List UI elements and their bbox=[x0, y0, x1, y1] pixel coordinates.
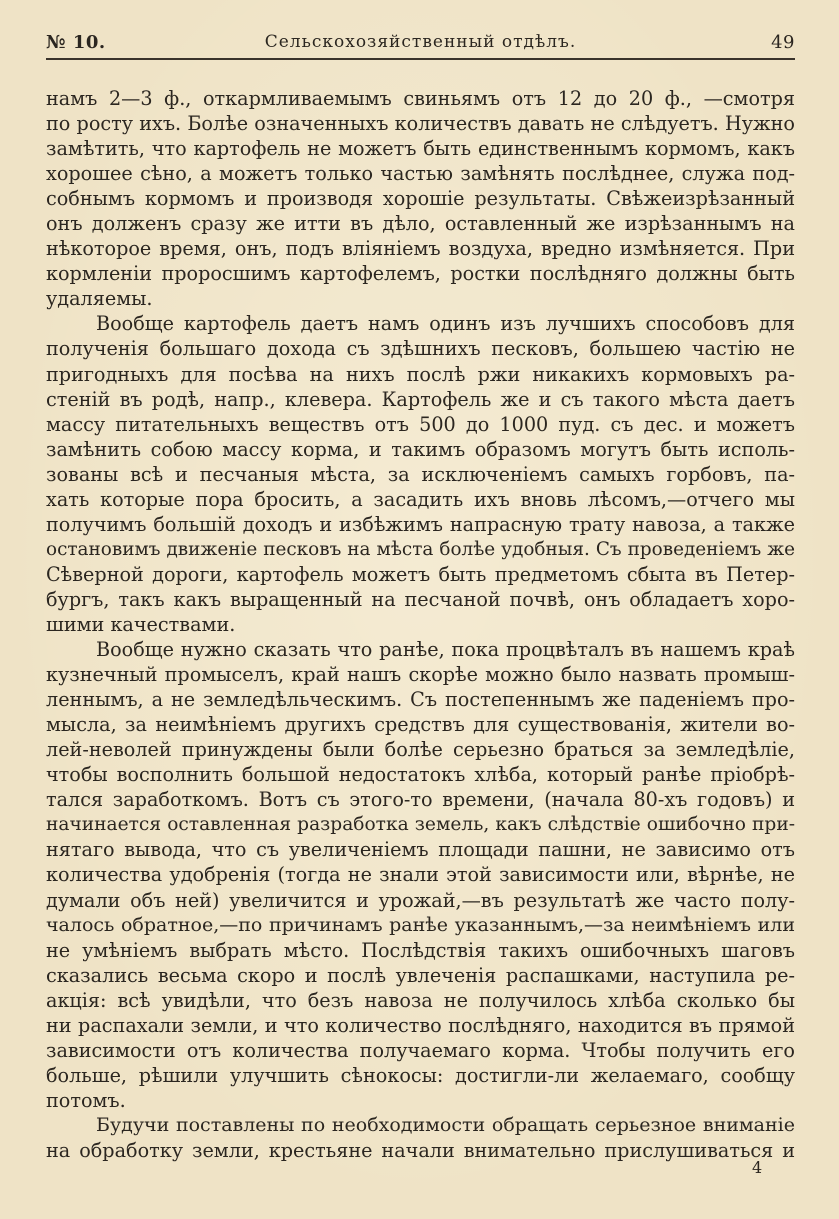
paragraph-start-line: Вообще картофель даетъ намъ одинъ изъ лучшихъ способовъ для bbox=[96, 312, 795, 336]
text-line: стеній въ родѣ, напр., клевера. Картофель же и съ такого мѣста даетъ bbox=[46, 387, 795, 411]
section-title: Сельскохозяйственный отдѣлъ. bbox=[264, 32, 577, 52]
text-line: по росту ихъ. Болѣе означенныхъ количествъ давать не слѣдуетъ. Нужно bbox=[46, 112, 795, 136]
text-line: хать которые пора бросить, а засадить ихъ вновь лѣсомъ,—отчего мы bbox=[46, 487, 795, 511]
text-line: лей-неволей принуждены были болѣе серьезно браться за земледѣліе, bbox=[46, 738, 795, 762]
text-line: удаляемы. bbox=[46, 287, 153, 311]
text-line: начинается оставленная разработка земель, какъ слѣдствіе ошибочно при- bbox=[46, 814, 795, 836]
text-line: количества удобренія (тогда не знали этой зависимости или, вѣрнѣе, не bbox=[46, 863, 795, 887]
paragraph-start-line: Вообще нужно сказать что ранѣе, пока процвѣталъ въ нашемъ краѣ bbox=[96, 638, 795, 662]
text-line: зованы всѣ и песчаныя мѣста, за исключеніемъ самыхъ горбовъ, па- bbox=[46, 462, 795, 486]
text-line: полученія большаго дохода съ здѣшнихъ песковъ, большею частію не bbox=[46, 337, 795, 361]
text-line: зависимости отъ количества получаемаго корма. Чтобы получить его bbox=[46, 1038, 795, 1062]
text-line: нѣкоторое время, онъ, подъ вліяніемъ воздуха, вредно измѣняется. При bbox=[46, 237, 795, 261]
text-line: кузнечный промыселъ, край нашъ скорѣе можно было назвать промыш- bbox=[46, 663, 795, 687]
text-line: акція: всѣ увидѣли, что безъ навоза не получилось хлѣба сколько бы bbox=[46, 988, 795, 1012]
text-line: получимъ большій доходъ и избѣжимъ напрасную трату навоза, а также bbox=[46, 512, 795, 536]
signature-mark: 4 bbox=[752, 1158, 763, 1177]
text-line: замѣтить, что картофель не можетъ быть единственнымъ кормомъ, какъ bbox=[46, 137, 795, 161]
text-line: бургъ, такъ какъ выращенный на песчаной почвѣ, онъ обладаетъ хоро- bbox=[46, 587, 795, 611]
text-line: думали объ ней) увеличится и урожай,—въ результатѣ же часто полу- bbox=[46, 888, 795, 912]
text-line: сказались весьма скоро и послѣ увлеченія распашками, наступила ре- bbox=[46, 963, 795, 987]
text-line: больше, рѣшили улучшить сѣнокосы: достигли-ли желаемаго, сообщу bbox=[46, 1063, 795, 1087]
text-line: онъ долженъ сразу же итти въ дѣло, оставленный же изрѣзаннымъ на bbox=[46, 212, 795, 236]
text-line: кормленіи проросшимъ картофелемъ, ростки послѣдняго должны быть bbox=[46, 262, 795, 286]
body-text bbox=[46, 86, 795, 1163]
text-line: потомъ. bbox=[46, 1088, 126, 1112]
text-line: шими качествами. bbox=[46, 612, 236, 636]
text-line: тался заработкомъ. Вотъ съ этого-то времени, (начала 80-хъ годовъ) и bbox=[46, 788, 795, 812]
running-header bbox=[46, 30, 795, 60]
text-line: мысла, за неимѣніемъ другихъ средствъ для существованія, жители во- bbox=[46, 713, 795, 737]
text-line: массу питательныхъ веществъ отъ 500 до 1000 пуд. съ дес. и можетъ bbox=[46, 412, 795, 436]
text-line: на обработку земли, крестьяне начали внимательно прислушиваться и bbox=[46, 1138, 795, 1162]
text-line: леннымъ, а не земледѣльческимъ. Съ постепеннымъ же паденіемъ про- bbox=[46, 688, 795, 712]
text-line: пригодныхъ для посѣва на нихъ послѣ ржи никакихъ кормовыхъ ра- bbox=[46, 362, 795, 386]
text-line: не умѣніемъ выбрать мѣсто. Послѣдствія такихъ ошибочныхъ шаговъ bbox=[46, 938, 795, 962]
issue-number: № 10. bbox=[46, 32, 106, 53]
text-line: хорошее сѣно, а можетъ только частью замѣнять послѣднее, служа под- bbox=[46, 162, 795, 186]
text-line: замѣнить собою массу корма, и такимъ образомъ могутъ быть исполь- bbox=[46, 437, 795, 461]
text-line: нятаго вывода, что съ увеличеніемъ площади пашни, не зависимо отъ bbox=[46, 838, 795, 862]
text-line: чтобы восполнить большой недостатокъ хлѣба, который ранѣе пріобрѣ- bbox=[46, 763, 795, 787]
text-line: собнымъ кормомъ и производя хорошіе результаты. Свѣжеизрѣзанный bbox=[46, 187, 795, 211]
text-line: Сѣверной дороги, картофель можетъ быть предметомъ сбыта въ Петер- bbox=[46, 562, 795, 586]
header-rule bbox=[46, 58, 795, 60]
paragraph-start-line: Будучи поставлены по необходимости обращать серьезное вниманіе bbox=[96, 1113, 795, 1136]
text-line: ни распахали земли, и что количество послѣдняго, находится въ прямой bbox=[46, 1013, 795, 1037]
text-line: остановимъ движеніе песковъ на мѣста болѣе удобныя. Съ проведеніемъ же bbox=[46, 538, 795, 560]
text-line: чалось обратное,—по причинамъ ранѣе указаннымъ,—за неимѣніемъ или bbox=[46, 913, 795, 936]
text-line: намъ 2—3 ф., откармливаемымъ свиньямъ отъ 12 до 20 ф., —смотря bbox=[46, 87, 795, 110]
page-number: 49 bbox=[771, 32, 795, 53]
